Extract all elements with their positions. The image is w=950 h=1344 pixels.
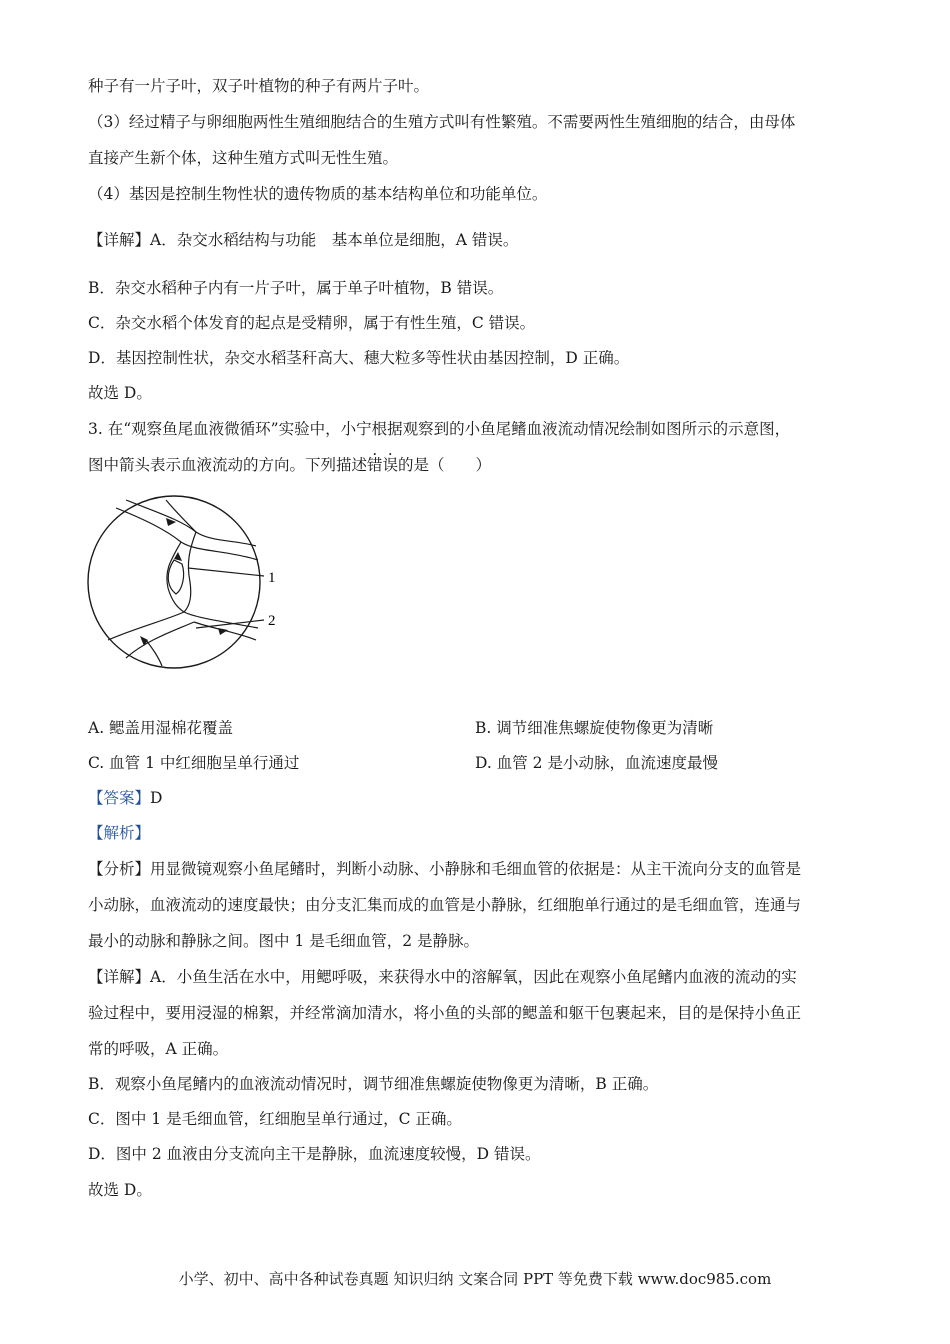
text-line: C．杂交水稻个体发育的起点是受精卵，属于有性生殖，C 错误。 [88,314,536,332]
text-line: （4）基因是控制生物性状的遗传物质的基本结构单位和功能单位。 [88,185,548,203]
analysis-text: 用显微镜观察小鱼尾鳍时，判断小动脉、小静脉和毛细血管的依据是：从主干流向分支的血管是 [150,860,802,878]
text-line: 常的呼吸，A 正确。 [88,1040,229,1058]
text-line: 最小的动脉和静脉之间。图中 1 是毛细血管，2 是静脉。 [88,932,480,950]
option-c: C. 血管 1 中红细胞呈单行通过 [88,754,300,772]
text-line: D．基因控制性状，杂交水稻茎秆高大、穗大粒多等性状由基因控制，D 正确。 [88,349,630,367]
analysis-tag: 【解析】 [88,824,151,842]
text-line: 故选 D。 [88,384,152,402]
stem-text: 的是（ ） [398,456,492,474]
detail-line [88,966,862,988]
detail-text: A．小鱼生活在水中，用鳃呼吸，来获得水中的溶解氧，因此在观察小鱼尾鳍内血液的流动的实 [150,968,797,986]
detail-tag: 【详解】 [88,231,151,249]
text-line: B．杂交水稻种子内有一片子叶，属于单子叶植物，B 错误。 [88,279,504,297]
question-3-stem-2 [88,454,862,476]
analysis-sub-tag: 【分析】 [88,860,151,878]
text-line: 故选 D。 [88,1181,152,1199]
option-d: D. 血管 2 是小动脉，血流速度最慢 [475,754,718,772]
answer-line [88,787,862,809]
label-2: 2 [268,613,276,629]
detail-tag: 【详解】 [88,968,151,986]
text-line: 种子有一片子叶，双子叶植物的种子有两片子叶。 [88,77,430,95]
detail-line [88,229,862,251]
text-line: D．图中 2 血液由分支流向主干是静脉，血流速度较慢，D 错误。 [88,1145,541,1163]
analysis-line [88,858,862,880]
answer-value: D [150,789,163,807]
label-1: 1 [268,570,276,586]
fish-tail-blood-flow-figure [86,490,286,676]
option-a: A. 鳃盖用湿棉花覆盖 [88,719,234,737]
text-line: （3）经过精子与卵细胞两性生殖细胞结合的生殖方式叫有性繁殖。不需要两性生殖细胞的结合，由母体 [88,113,796,131]
question-3-stem: 3. 在“观察鱼尾血液微循环”实验中，小宁根据观察到的小鱼尾鳍血液流动情况绘制如图所示的示意图， [88,420,791,438]
text-line: 直接产生新个体，这种生殖方式叫无性生殖。 [88,149,399,167]
text-line: 小动脉，血液流动的速度最快；由分支汇集而成的血管是小静脉，红细胞单行通过的是毛细血管，连通与 [88,896,802,914]
text-line: C．图中 1 是毛细血管，红细胞呈单行通过，C 正确。 [88,1110,462,1128]
text-line: 验过程中，要用浸湿的棉絮，并经常滴加清水，将小鱼的头部的鳃盖和躯干包裹起来，目的是保持小鱼正 [88,1004,802,1022]
text-line: B．观察小鱼尾鳍内的血液流动情况时，调节细准焦螺旋使物像更为清晰，B 正确。 [88,1075,659,1093]
emphasis-char: 错 [367,456,383,474]
emphasis-char: 误 [382,456,399,474]
option-b: B. 调节细准焦螺旋使物像更为清晰 [475,719,714,737]
stem-text: 图中箭头表示血液流动的方向。下列描述 [88,456,368,474]
answer-tag: 【答案】 [88,789,151,807]
page-footer: 小学、初中、高中各种试卷真题 知识归纳 文案合同 PPT 等免费下载 www.doc985.com [178,1270,772,1288]
detail-text: A．杂交水稻结构与功能 基本单位是细胞，A 错误。 [150,231,519,249]
